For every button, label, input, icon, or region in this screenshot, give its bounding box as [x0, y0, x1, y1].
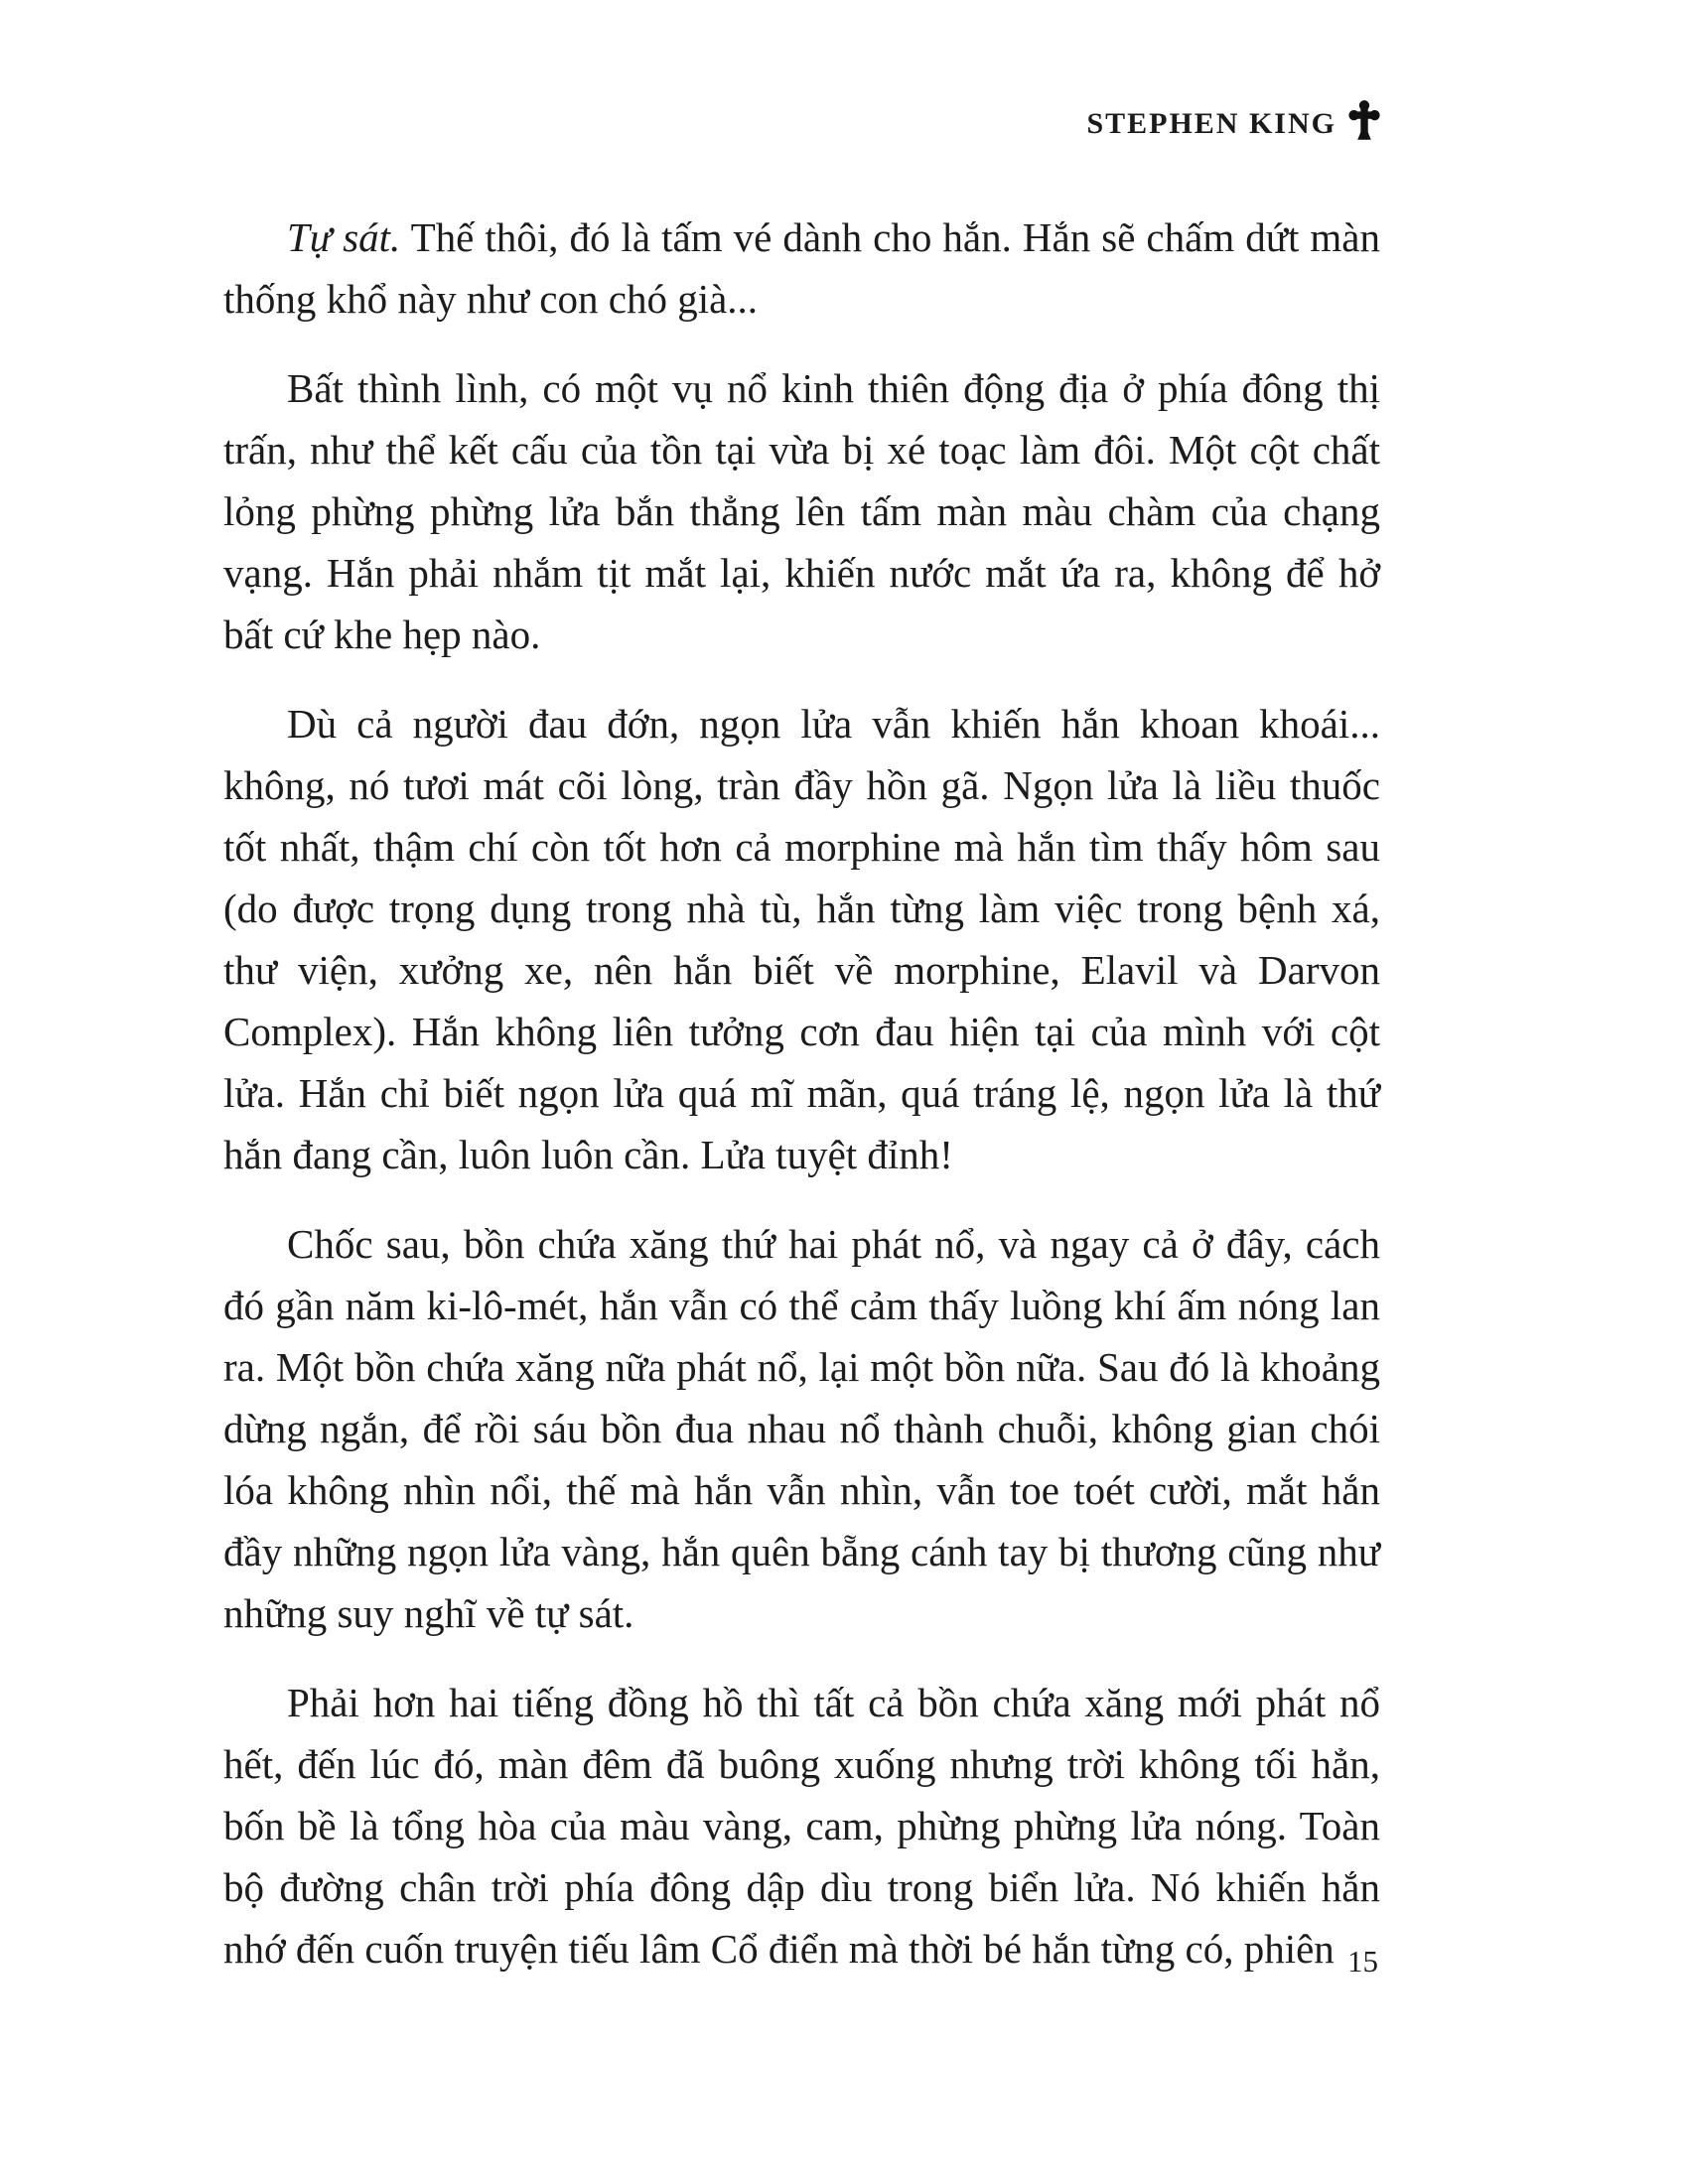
author-name: STEPHEN KING — [1086, 107, 1336, 140]
paragraph: Chốc sau, bồn chứa xăng thứ hai phát nổ, và ngay cả ở đây, cách đó gần năm ki-lô-mét, hắn vẫn có thể cảm thấy luồng khí ấm nóng lan ra. Một bồn chứa xăng nữa phát nổ, lại một bồn nữa. Sau đó là khoảng dừng ngắn, để rồi sáu bồn đua nhau nổ thành chuỗi, không gian chói lóa không nhìn nổi, thế mà hắn vẫn nhìn, vẫn toe toét cười, mắt hắn đầy những ngọn lửa vàng, hắn quên bẵng cánh tay bị thương cũng như những suy nghĩ về tự sát. — [223, 1221, 1380, 1636]
body-text — [223, 206, 1380, 2007]
cross-icon — [1348, 99, 1380, 141]
paragraph: Bất thình lình, có một vụ nổ kinh thiên động địa ở phía đông thị trấn, như thể kết cấu của tồn tại vừa bị xé toạc làm đôi. Một cột chất lỏng phừng phừng lửa bắn thẳng lên tấm màn màu chàm của chạng vạng. Hắn phải nhắm tịt mắt lại, khiến nước mắt ứa ra, không để hở bất cứ khe hẹp nào. — [223, 365, 1380, 657]
paragraph: Tự sát. Thế thôi, đó là tấm vé dành cho hắn. Hắn sẽ chấm dứt màn thống khổ này như con chó già... — [223, 214, 1381, 322]
paragraph-lead-italic: Tự sát. — [287, 214, 401, 260]
page-number: 15 — [1347, 1944, 1378, 1979]
paragraph: Phải hơn hai tiếng đồng hồ thì tất cả bồn chứa xăng mới phát nổ hết, đến lúc đó, màn đêm đã buông xuống nhưng trời không tối hẳn, bốn bề là tổng hòa của màu vàng, cam, phừng phừng lửa nóng. Toàn bộ đường chân trời phía đông dập dìu trong biển lửa. Nó khiến hắn nhớ đến cuốn truyện tiếu lâm Cổ điển mà thời bé hắn từng có, phiên — [223, 1680, 1380, 1972]
running-header — [1086, 99, 1380, 141]
paragraph: Dù cả người đau đớn, ngọn lửa vẫn khiến hắn khoan khoái... không, nó tươi mát cõi lòng, tràn đầy hồn gã. Ngọn lửa là liều thuốc tốt nhất, thậm chí còn tốt hơn cả morphine mà hắn tìm thấy hôm sau (do được trọng dụng trong nhà tù, hắn từng làm việc trong bệnh xá, thư viện, xưởng xe, nên hắn biết về morphine, Elavil và Darvon Complex). Hắn không liên tưởng cơn đau hiện tại của mình với cột lửa. Hắn chỉ biết ngọn lửa quá mĩ mãn, quá tráng lệ, ngọn lửa là thứ hắn đang cần, luôn luôn cần. Lửa tuyệt đỉnh! — [223, 701, 1380, 1177]
